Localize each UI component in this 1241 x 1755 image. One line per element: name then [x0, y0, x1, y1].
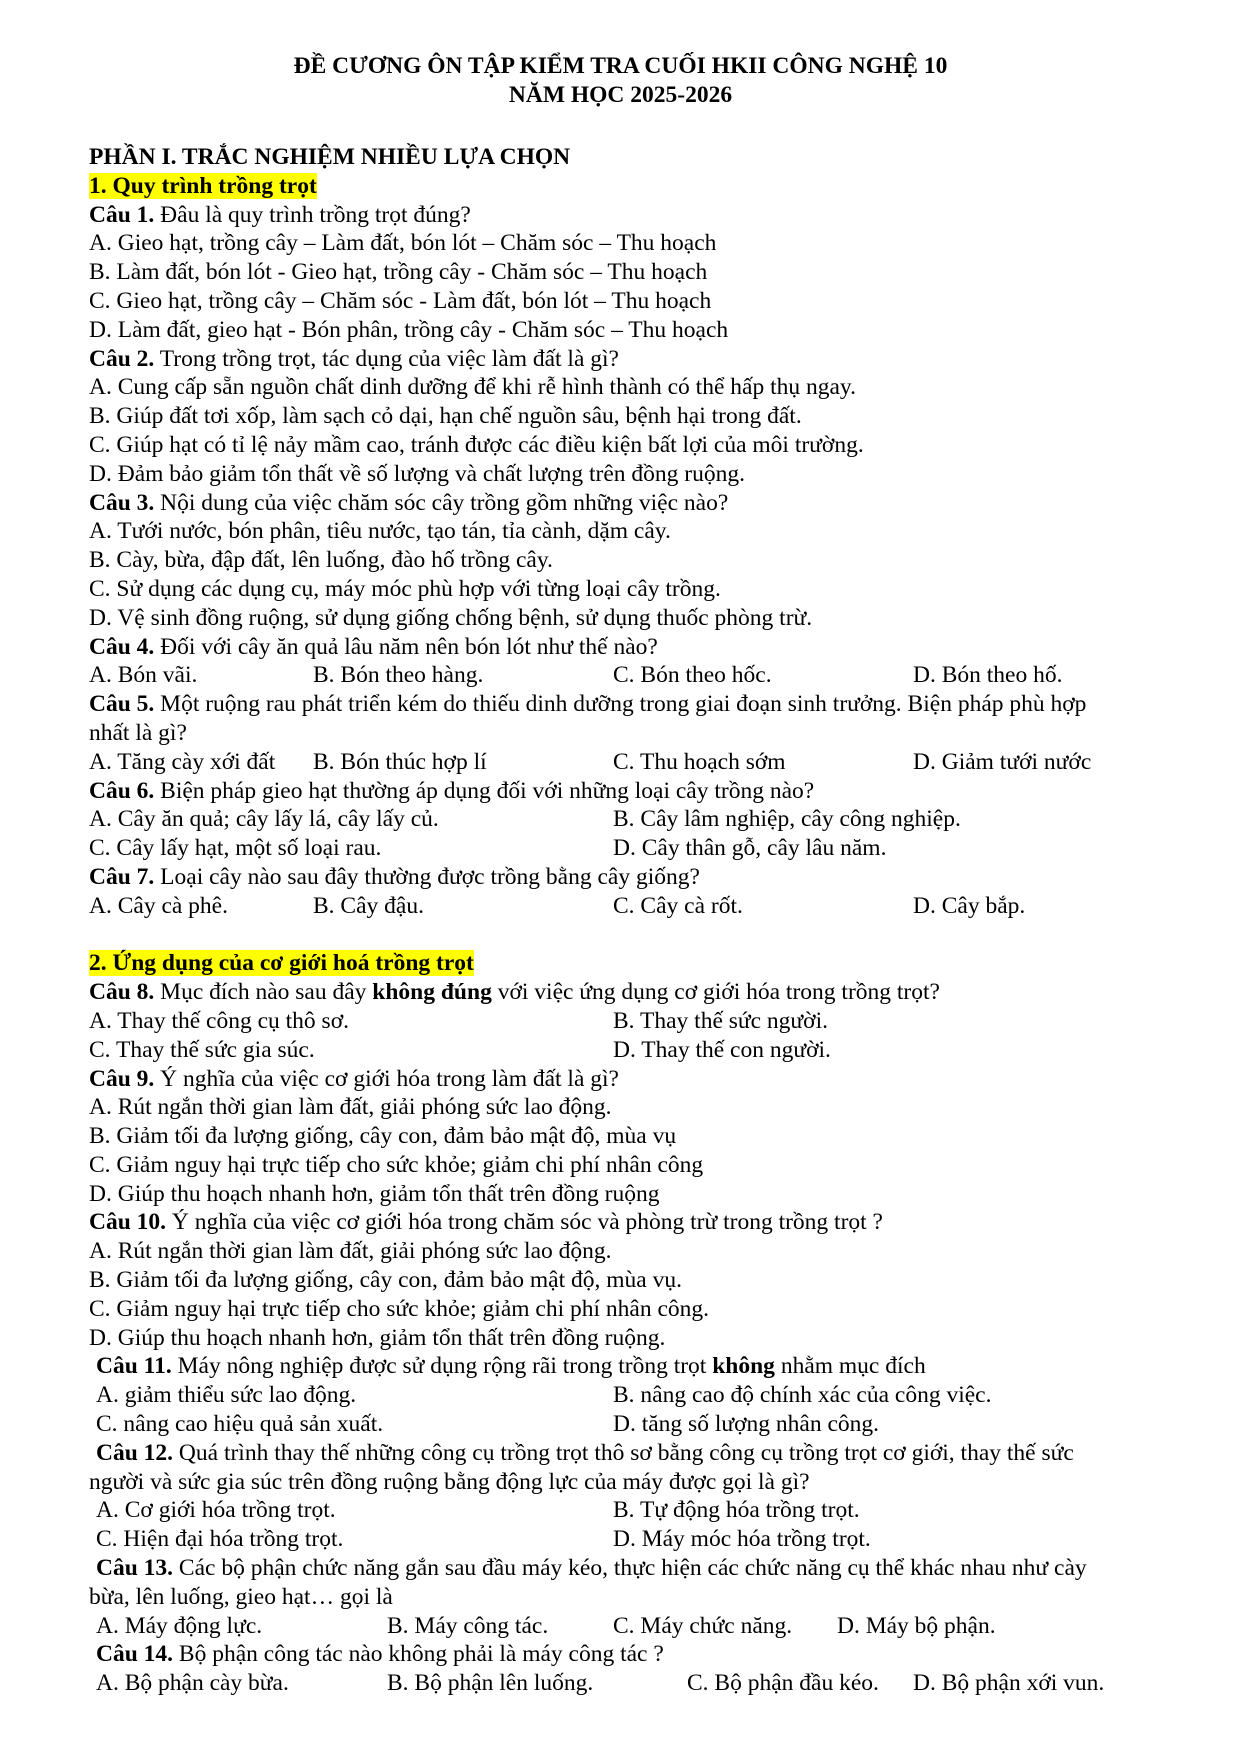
option-b: B. Thay thế sức người. — [613, 1007, 828, 1034]
options-row — [89, 892, 1184, 921]
question-label: Câu 2. — [89, 345, 155, 372]
option-a: A. Bón vãi. — [89, 662, 198, 689]
option-a: A. Cây ăn quả; cây lấy lá, cây lấy củ. — [89, 806, 439, 833]
option-a: A. Tưới nước, bón phân, tiêu nước, tạo tán, tỉa cành, dặm cây. — [89, 518, 671, 545]
question-label: Câu 4. — [89, 633, 155, 660]
option-c: C. Thu hoạch sớm — [613, 748, 786, 775]
question-text: Ý nghĩa của việc cơ giới hóa trong làm đất là gì? — [154, 1065, 619, 1092]
question-label: Câu 11. — [96, 1353, 172, 1380]
question-12 — [89, 1439, 1184, 1468]
question-label: Câu 6. — [89, 777, 155, 804]
question-10 — [89, 1208, 1184, 1237]
option-a: A. Cung cấp sẵn nguồn chất dinh dưỡng để khi rễ hình thành có thể hấp thụ ngay. — [89, 374, 856, 401]
option-d: D. tăng số lượng nhân công. — [613, 1411, 880, 1438]
question-label: Câu 8. — [89, 979, 155, 1006]
section-heading-text: 1. Quy trình trồng trọt — [89, 172, 317, 199]
option-a: A. Thay thế công cụ thô sơ. — [89, 1007, 350, 1034]
question-label: Câu 12. — [96, 1439, 174, 1466]
options-row — [89, 1381, 1184, 1410]
option-a: A. Tăng cày xới đất — [89, 748, 276, 775]
option-b: B. Bón theo hàng. — [313, 662, 484, 689]
option-c: C. Giúp hạt có tỉ lệ nảy mầm cao, tránh được các điều kiện bất lợi của môi trường. — [89, 431, 864, 458]
question-13 — [89, 1554, 1184, 1583]
option-b: B. Cây đậu. — [313, 892, 424, 919]
option-c: C. Gieo hạt, trồng cây – Chăm sóc - Làm đất, bón lót – Thu hoạch — [89, 287, 712, 314]
option-a: A. Cơ giới hóa trồng trọt. — [96, 1497, 336, 1524]
question-text: Quá trình thay thế những công cụ trồng trọt thô sơ bằng công cụ trồng trọt cơ giới, thay thế sức — [173, 1439, 1074, 1466]
options-row — [89, 834, 1184, 863]
option-c: C. Sử dụng các dụng cụ, máy móc phù hợp với từng loại cây trồng. — [89, 575, 721, 602]
option-a: A. Gieo hạt, trồng cây – Làm đất, bón lót – Chăm sóc – Thu hoạch — [89, 230, 717, 257]
option-b: B. Làm đất, bón lót - Gieo hạt, trồng cây - Chăm sóc – Thu hoạch — [89, 259, 708, 286]
option-d: D. Bón theo hố. — [913, 662, 1063, 689]
question-label: Câu 5. — [89, 691, 155, 718]
options-row — [89, 1669, 1184, 1698]
option-b: B. Tự động hóa trồng trọt. — [613, 1497, 860, 1524]
options-row — [89, 1525, 1184, 1554]
question-3 — [89, 489, 1184, 518]
question-5 — [89, 690, 1184, 719]
option-c: C. Máy chức năng. — [613, 1612, 793, 1639]
question-label: Câu 1. — [89, 201, 155, 228]
options-row — [89, 1496, 1184, 1525]
option-a: A. giảm thiểu sức lao động. — [96, 1382, 357, 1409]
option-b: B. Bón thúc hợp lí — [313, 748, 487, 775]
option-a: A. Rút ngắn thời gian làm đất, giải phóng sức lao động. — [89, 1238, 612, 1265]
section-heading-text: 2. Ứng dụng của cơ giới hoá trồng trọt — [89, 950, 474, 977]
question-7 — [89, 863, 1184, 892]
question-text: Ý nghĩa của việc cơ giới hóa trong chăm sóc và phòng trừ trong trồng trọt ? — [166, 1209, 883, 1236]
question-label: Câu 13. — [96, 1555, 174, 1582]
question-11 — [89, 1352, 1184, 1381]
option-d: D. Giảm tưới nước — [913, 748, 1092, 775]
question-text: Trong trồng trọt, tác dụng của việc làm đất là gì? — [154, 345, 619, 372]
question-text: Mục đích nào sau đây — [154, 979, 373, 1006]
option-b: B. Cây lâm nghiệp, cây công nghiệp. — [613, 806, 961, 833]
document-subtitle: NĂM HỌC 2025-2026 — [508, 82, 733, 108]
options-row — [89, 661, 1184, 690]
question-text: Đối với cây ăn quả lâu năm nên bón lót như thế nào? — [154, 633, 658, 660]
options-row — [89, 748, 1184, 777]
options-row — [89, 1612, 1184, 1641]
question-text: nhằm mục đích — [774, 1353, 926, 1380]
option-d: D. Giúp thu hoạch nhanh hơn, giảm tổn thất trên đồng ruộng. — [89, 1324, 666, 1351]
question-label: Câu 10. — [89, 1209, 167, 1236]
spacer — [89, 921, 1184, 950]
option-b: B. Giảm tối đa lượng giống, cây con, đảm bảo mật độ, mùa vụ — [89, 1123, 677, 1150]
question-8 — [89, 978, 1184, 1007]
option-c: C. Hiện đại hóa trồng trọt. — [96, 1526, 344, 1553]
option-d: D. Làm đất, gieo hạt - Bón phân, trồng cây - Chăm sóc – Thu hoạch — [89, 316, 729, 343]
option-c: C. Giảm nguy hại trực tiếp cho sức khỏe; giảm chi phí nhân công — [89, 1151, 704, 1178]
question-label: Câu 3. — [89, 489, 155, 516]
question-4 — [89, 633, 1184, 662]
section-heading-1 — [89, 172, 1184, 201]
option-b: B. nâng cao độ chính xác của công việc. — [613, 1382, 992, 1409]
option-d: D. Cây bắp. — [913, 892, 1026, 919]
question-9 — [89, 1065, 1184, 1094]
option-c: C. Thay thế sức gia súc. — [89, 1036, 315, 1063]
question-emphasis: không đúng — [372, 979, 492, 1006]
question-text-continued: nhất là gì? — [89, 719, 187, 746]
option-b: B. Máy công tác. — [387, 1612, 549, 1639]
option-d: D. Giúp thu hoạch nhanh hơn, giảm tổn thất trên đồng ruộng — [89, 1180, 660, 1207]
question-text: Nội dung của việc chăm sóc cây trồng gồm những việc nào? — [154, 489, 729, 516]
option-d: D. Thay thế con người. — [613, 1036, 831, 1063]
option-d: D. Vệ sinh đồng ruộng, sử dụng giống chống bệnh, sử dụng thuốc phòng trừ. — [89, 604, 813, 631]
option-a: A. Rút ngắn thời gian làm đất, giải phóng sức lao động. — [89, 1094, 612, 1121]
option-d: D. Cây thân gỗ, cây lâu năm. — [613, 835, 887, 862]
question-text: Loại cây nào sau đây thường được trồng bằng cây giống? — [154, 863, 700, 890]
question-1 — [89, 201, 1184, 230]
option-a: A. Bộ phận cày bừa. — [96, 1670, 289, 1697]
question-text: Máy nông nghiệp được sử dụng rộng rãi trong trồng trọt — [171, 1353, 713, 1380]
question-14 — [89, 1640, 1184, 1669]
option-a: A. Cây cà phê. — [89, 892, 228, 919]
document-body — [89, 143, 1184, 1698]
document-title: ĐỀ CƯƠNG ÔN TẬP KIỂM TRA CUỐI HKII CÔNG NGHỆ 10 — [293, 53, 948, 79]
options-row — [89, 805, 1184, 834]
option-d: D. Đảm bảo giảm tổn thất về số lượng và chất lượng trên đồng ruộng. — [89, 460, 745, 487]
question-2 — [89, 345, 1184, 374]
option-c: C. Bón theo hốc. — [613, 662, 772, 689]
options-row — [89, 1007, 1184, 1036]
question-text: Biện pháp gieo hạt thường áp dụng đối với những loại cây trồng nào? — [154, 777, 815, 804]
question-text: Bộ phận công tác nào không phải là máy công tác ? — [173, 1641, 664, 1668]
question-emphasis: không — [712, 1353, 775, 1380]
option-b: B. Cày, bừa, đập đất, lên luống, đào hố trồng cây. — [89, 547, 553, 574]
question-6 — [89, 777, 1184, 806]
question-label: Câu 7. — [89, 863, 155, 890]
question-text: Các bộ phận chức năng gắn sau đầu máy kéo, thực hiện các chức năng cụ thể khác nhau như cày — [173, 1555, 1087, 1582]
question-text-continued: bừa, lên luống, gieo hạt… gọi là — [89, 1583, 393, 1610]
option-c: C. Cây cà rốt. — [613, 892, 743, 919]
question-text: Một ruộng rau phát triển kém do thiếu dinh dưỡng trong giai đoạn sinh trưởng. Biện pháp phù hợp — [154, 691, 1087, 718]
option-c: C. Cây lấy hạt, một số loại rau. — [89, 835, 382, 862]
question-text-continued: người và sức gia súc trên đồng ruộng bằng động lực của máy được gọi là gì? — [89, 1468, 810, 1495]
option-b: B. Giúp đất tơi xốp, làm sạch cỏ dại, hạn chế nguồn sâu, bệnh hại trong đất. — [89, 403, 802, 430]
option-b: B. Giảm tối đa lượng giống, cây con, đảm bảo mật độ, mùa vụ. — [89, 1267, 682, 1294]
options-row — [89, 1410, 1184, 1439]
question-label: Câu 9. — [89, 1065, 155, 1092]
option-c: C. Giảm nguy hại trực tiếp cho sức khỏe; giảm chi phí nhân công. — [89, 1295, 710, 1322]
option-b: B. Bộ phận lên luống. — [387, 1670, 594, 1697]
question-text: với việc ứng dụng cơ giới hóa trong trồng trọt? — [491, 979, 940, 1006]
question-text: Đâu là quy trình trồng trọt đúng? — [154, 201, 471, 228]
option-d: D. Máy móc hóa trồng trọt. — [613, 1526, 871, 1553]
option-c: C. nâng cao hiệu quả sản xuất. — [96, 1411, 384, 1438]
section-heading-2 — [89, 949, 1184, 978]
option-d: D. Bộ phận xới vun. — [913, 1670, 1105, 1697]
options-row — [89, 1036, 1184, 1065]
option-a: A. Máy động lực. — [96, 1612, 263, 1639]
option-d: D. Máy bộ phận. — [837, 1612, 996, 1639]
question-label: Câu 14. — [96, 1641, 174, 1668]
option-c: C. Bộ phận đầu kéo. — [687, 1670, 879, 1697]
part-heading: PHẦN I. TRẮC NGHIỆM NHIỀU LỰA CHỌN — [89, 144, 571, 170]
